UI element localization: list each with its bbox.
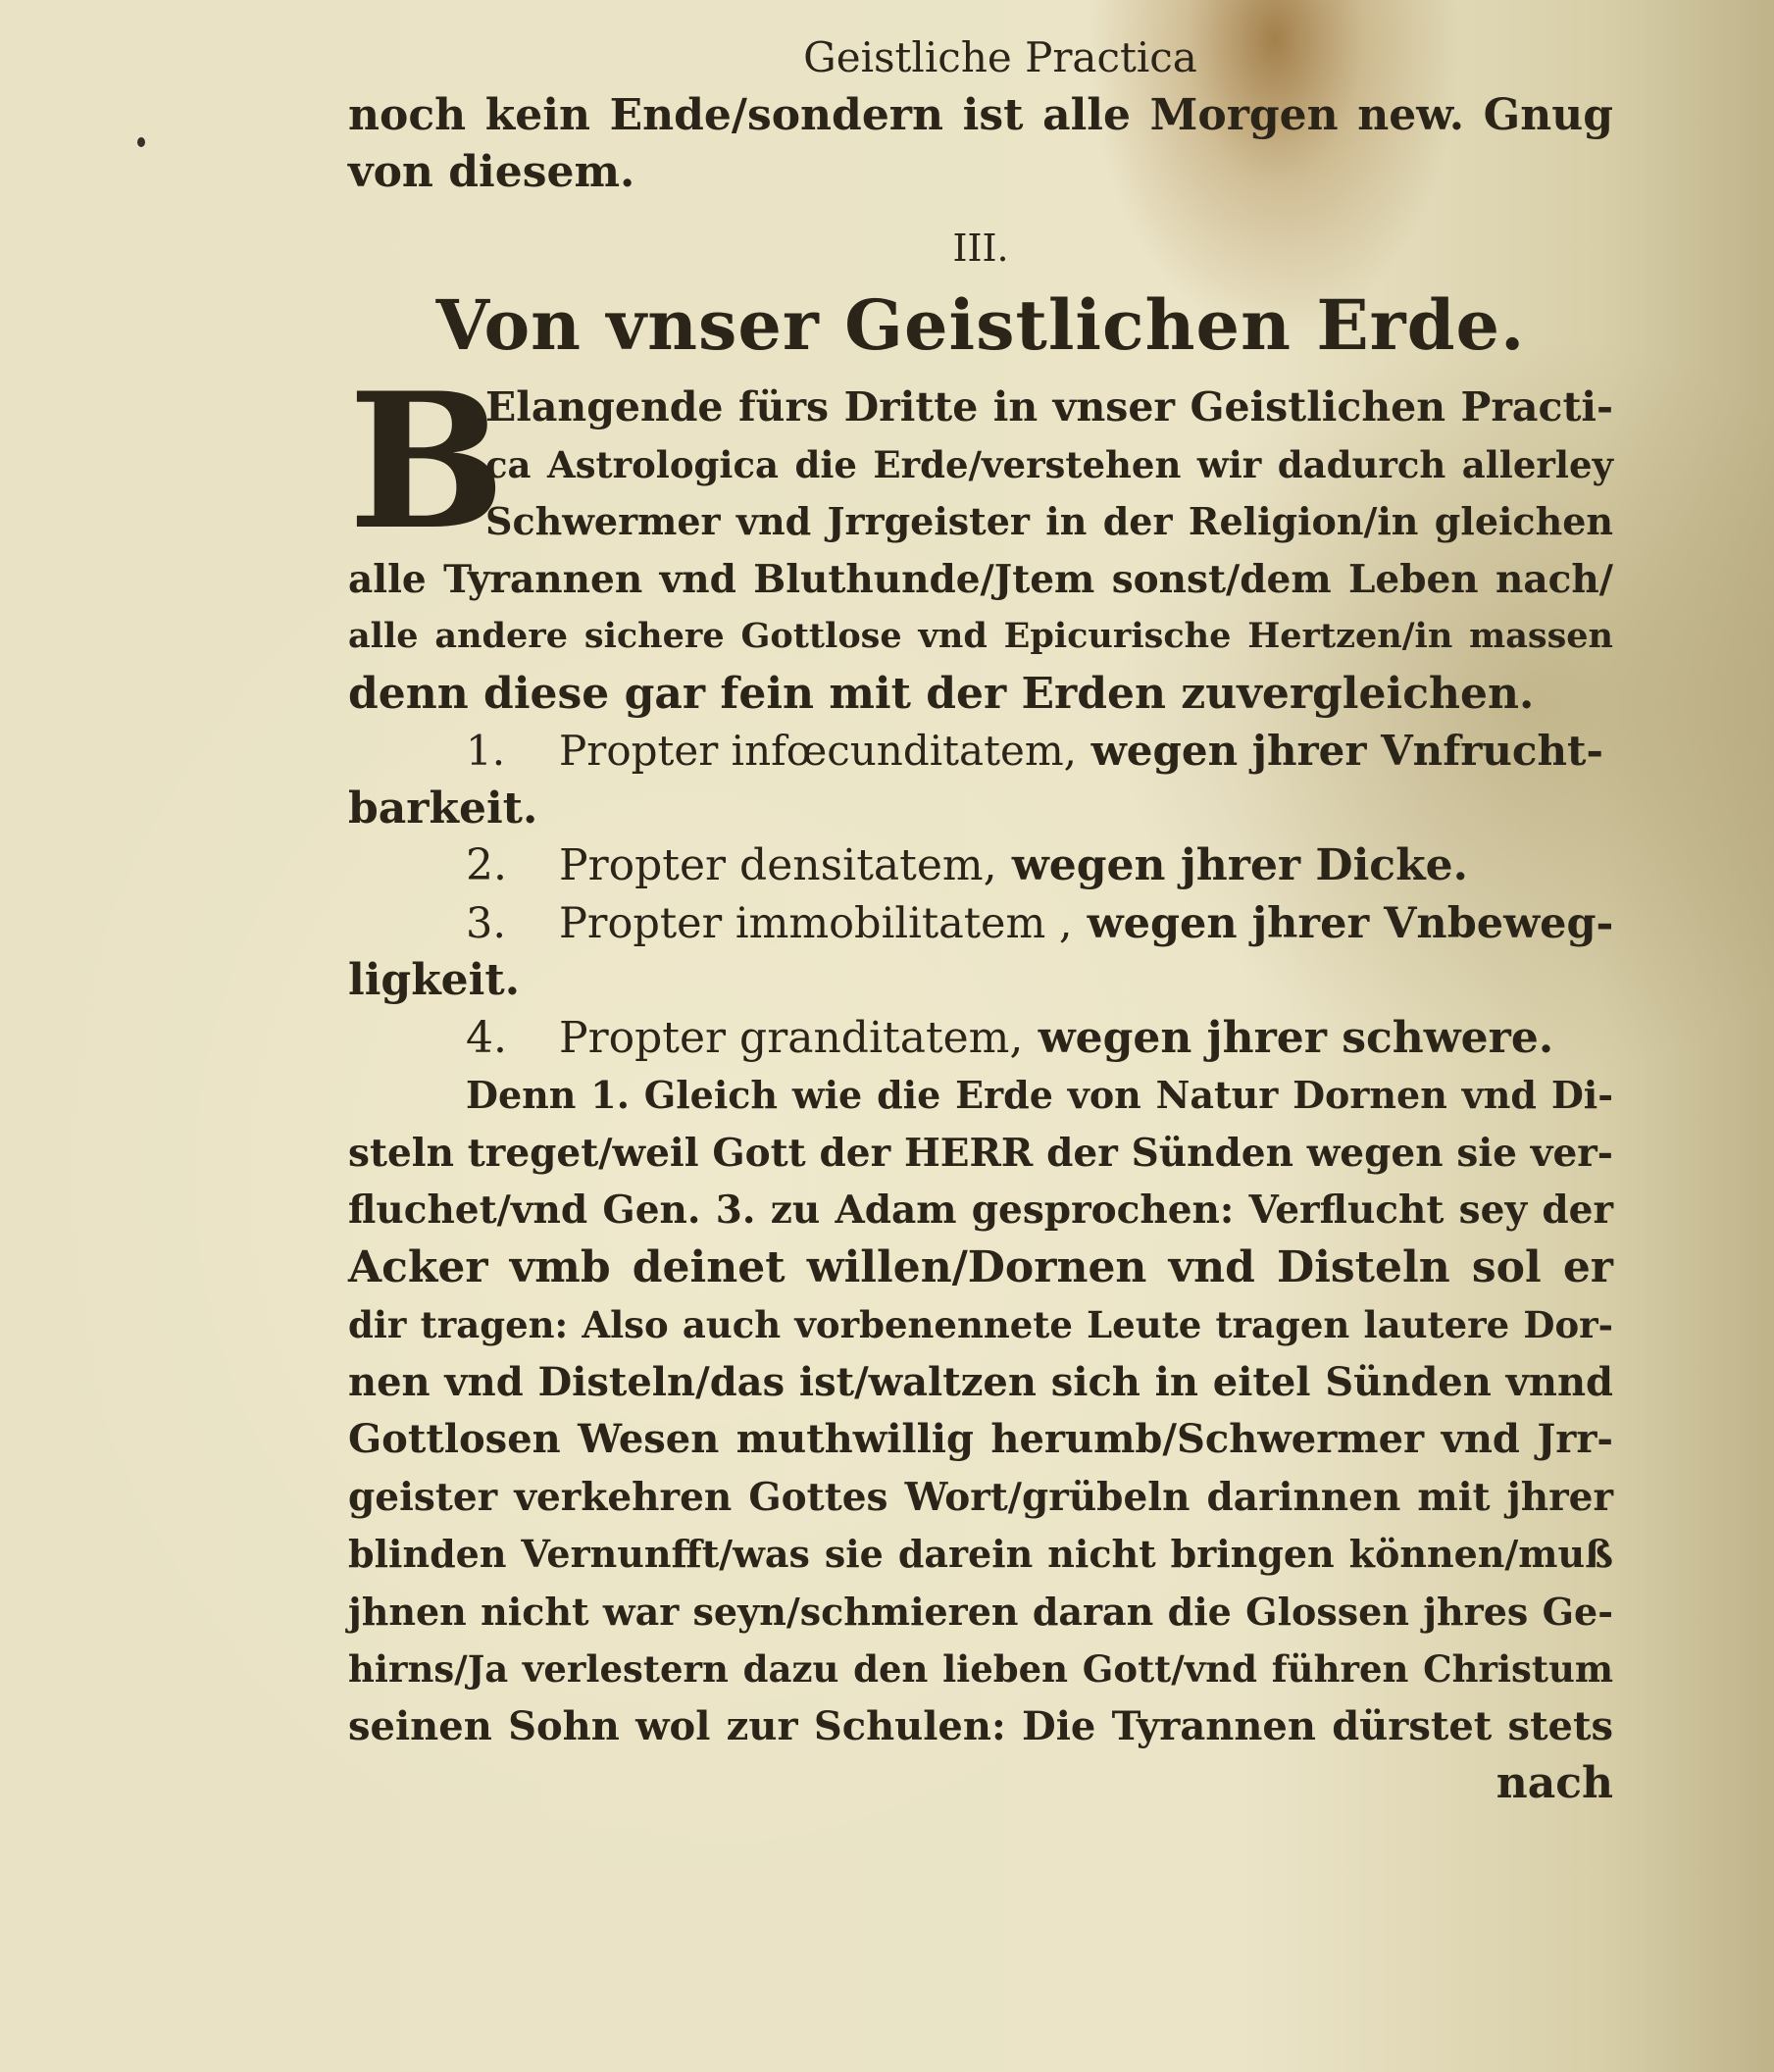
text-line: seinen Sohn wol zur Schulen: Die Tyrannen dürstet stets [348, 1702, 1613, 1749]
text-line: Gottlosen Wesen muthwillig herumb/Schwermer vnd Jrr- [348, 1416, 1613, 1462]
ink-speck [137, 137, 145, 147]
text-line: hirns/Ja verlestern dazu den lieben Gott/vnd führen Christum [348, 1647, 1613, 1691]
german-phrase: wegen jhrer schwere. [1038, 1012, 1554, 1063]
text-line: barkeit. [348, 783, 538, 834]
list-number: 2. [466, 840, 507, 890]
text-line: Acker vmb deinet willen/Dornen vnd Disteln sol er [348, 1241, 1613, 1292]
list-item [348, 723, 1613, 781]
text-line: steln treget/weil Gott der HERR der Sünden wegen sie ver- [348, 1130, 1613, 1176]
text-line: fluchet/vnd Gen. 3. zu Adam gesprochen: Verflucht sey der [348, 1188, 1613, 1233]
list-number: 3. [466, 898, 507, 948]
latin-phrase: Propter granditatem, [559, 1012, 1024, 1063]
running-header: Geistliche Practica [803, 33, 1197, 81]
list-item [348, 1010, 1613, 1068]
list-item [348, 837, 1613, 895]
text-line: alle andere sichere Gottlose vnd Epicurische Hertzen/in massen [348, 616, 1613, 656]
latin-phrase: Propter infœcunditatem, [559, 727, 1077, 775]
text-line: ca Astrologica die Erde/verstehen wir dadurch allerley [485, 442, 1613, 486]
text-line: Elangende fürs Dritte in vnser Geistlichen Practi- [485, 383, 1613, 430]
german-phrase: wegen jhrer Vnbeweg- [1087, 898, 1614, 948]
catchword: nach [1495, 1758, 1613, 1808]
german-phrase: wegen jhrer Vnfrucht- [1090, 727, 1603, 775]
section-title: Von vnser Geistlichen Erde. [435, 284, 1526, 366]
text-line: alle Tyrannen vnd Bluthunde/Jtem sonst/dem Leben nach/ [348, 556, 1613, 602]
text-line: denn diese gar fein mit der Erden zuvergleichen. [348, 668, 1535, 719]
text-line: blinden Vernunfft/was sie darein nicht bringen können/muß [348, 1532, 1613, 1576]
list-item [348, 895, 1613, 953]
text-line: Schwermer vnd Jrrgeister in der Religion/in gleichen [485, 499, 1613, 543]
text-line: jhnen nicht war seyn/schmieren daran die Glossen jhres Ge- [348, 1589, 1613, 1634]
section-number: III. [952, 226, 1009, 270]
page-text [348, 29, 1613, 1813]
text-line: noch kein Ende/sondern ist alle Morgen new. Gnug [348, 89, 1613, 140]
text-line: ligkeit. [348, 955, 521, 1005]
text-line: von diesem. [348, 147, 635, 197]
german-phrase: wegen jhrer Dicke. [1011, 840, 1468, 890]
text-line: nen vnd Disteln/das ist/waltzen sich in eitel Sünden vnnd [348, 1358, 1613, 1405]
latin-phrase: Propter immobilitatem , [559, 898, 1073, 948]
text-line: Denn 1. Gleich wie die Erde von Natur Dornen vnd Di- [466, 1073, 1613, 1117]
list-number: 4. [466, 1012, 507, 1063]
list-number: 1. [466, 727, 506, 775]
text-line: dir tragen: Also auch vorbenennete Leute tragen lautere Dor- [348, 1303, 1613, 1346]
intro-paragraph [348, 352, 1613, 723]
text-line: geister verkehren Gottes Wort/grübeln darinnen mit jhrer [348, 1474, 1613, 1520]
latin-phrase: Propter densitatem, [559, 840, 997, 890]
drop-cap: B [348, 352, 506, 571]
